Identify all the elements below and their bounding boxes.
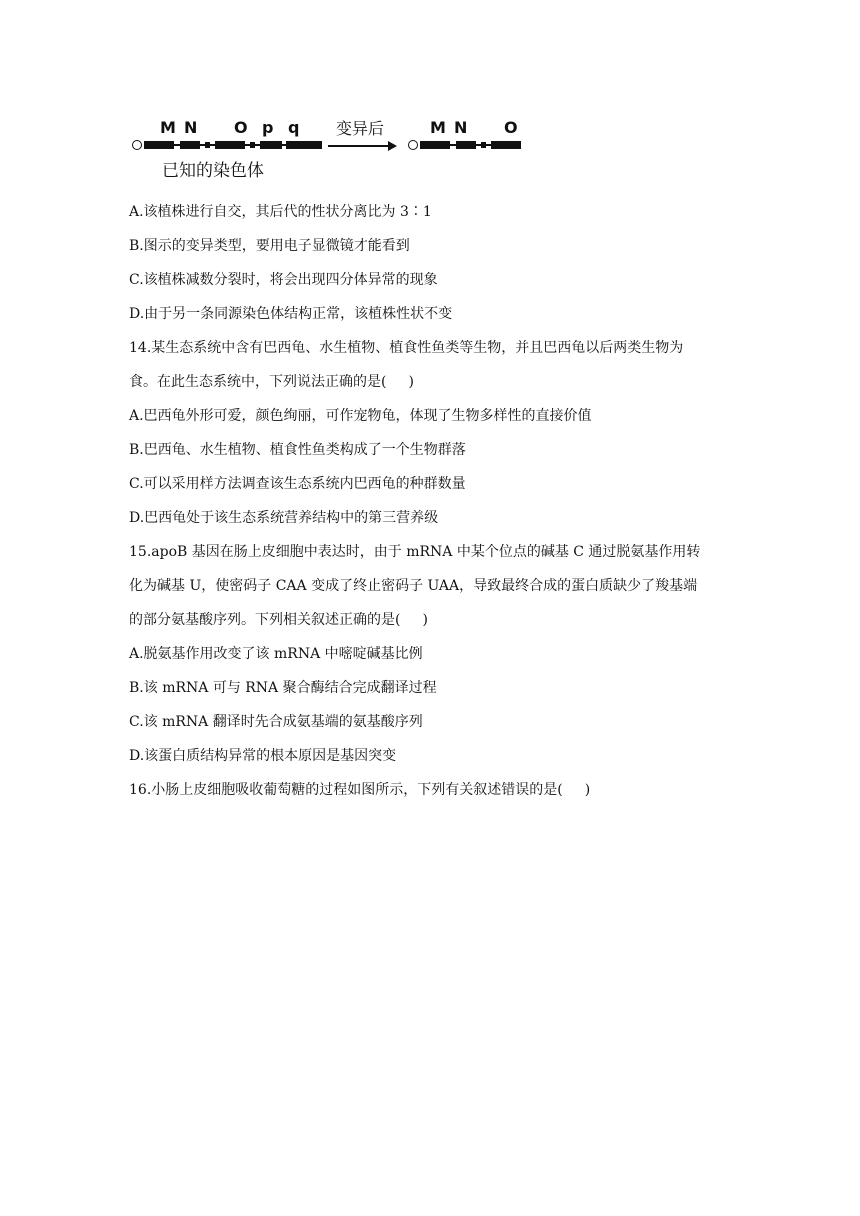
q14-option-b: B.巴西龟、水生植物、植食性鱼类构成了一个生物群落: [129, 442, 466, 458]
gene-label-O-before: O: [234, 118, 248, 137]
gene-label-M-before: M: [160, 118, 176, 137]
gene-label-q-before: q: [288, 118, 300, 137]
q13-option-d: D.由于另一条同源染色体结构正常，该植株性状不变: [129, 306, 453, 322]
q13-option-a: A.该植株进行自交，其后代的性状分离比为 3∶1: [129, 204, 432, 220]
gene-label-O-after: O: [504, 118, 518, 137]
q14-stem-line2: [129, 370, 749, 404]
chromosome-variation-figure: [128, 112, 548, 182]
figure-caption: 已知的染色体: [162, 161, 264, 181]
q14-stem-text: 食。在此生态系统中，下列说法正确的是(: [129, 374, 387, 390]
q15-stem-line2: 化为碱基 U，使密码子 CAA 变成了终止密码子 UAA，导致最终合成的蛋白质缺少了羧基端: [129, 578, 698, 594]
q15-stem-text: 的部分氨基酸序列。下列相关叙述正确的是(: [129, 612, 401, 628]
arrow-label: 变异后: [336, 119, 385, 138]
q14-option-a: A.巴西龟外形可爱，颜色绚丽，可作宠物龟，体现了生物多样性的直接价值: [129, 408, 592, 424]
q16-close-paren: ): [584, 782, 591, 798]
centromere-after: [408, 140, 418, 150]
q15-option-c: C.该 mRNA 翻译时先合成氨基端的氨基酸序列: [129, 714, 423, 730]
gene-label-p-before: p: [262, 118, 274, 137]
gene-label-N-before: N: [184, 118, 198, 137]
chromosome-after: [420, 140, 524, 150]
q16-stem-text: 16.小肠上皮细胞吸收葡萄糖的过程如图所示，下列有关叙述错误的是(: [129, 782, 563, 798]
chromosome-before: [144, 140, 322, 150]
q13-option-c: C.该植株减数分裂时，将会出现四分体异常的现象: [129, 272, 438, 288]
q15-close-paren: ): [422, 612, 428, 628]
gene-label-M-after: M: [430, 118, 446, 137]
q16-stem: [129, 778, 749, 812]
q15-option-d: D.该蛋白质结构异常的根本原因是基因突变: [129, 748, 397, 764]
q14-option-c: C.可以采用样方法调查该生态系统内巴西龟的种群数量: [129, 476, 466, 492]
q14-stem-line1: 14.某生态系统中含有巴西龟、水生植物、植食性鱼类等生物，并且巴西龟以后两类生物为: [129, 340, 684, 356]
centromere-before: [132, 140, 142, 150]
q14-close-paren: ): [408, 374, 414, 390]
q15-option-a: A.脱氨基作用改变了该 mRNA 中嘧啶碱基比例: [129, 646, 423, 662]
q14-option-d: D.巴西龟处于该生态系统营养结构中的第三营养级: [129, 510, 439, 526]
q15-stem-line3: [129, 608, 749, 642]
q15-option-b: B.该 mRNA 可与 RNA 聚合酶结合完成翻译过程: [129, 680, 437, 696]
arrow-line: [328, 145, 392, 147]
arrow-head-icon: [388, 141, 397, 151]
gene-label-N-after: N: [454, 118, 468, 137]
question-text: [129, 200, 749, 812]
q13-option-b: B.图示的变异类型，要用电子显微镜才能看到: [129, 238, 410, 254]
q15-stem-line1: 15.apoB 基因在肠上皮细胞中表达时，由于 mRNA 中某个位点的碱基 C 通过脱氨基作用转: [129, 544, 701, 560]
